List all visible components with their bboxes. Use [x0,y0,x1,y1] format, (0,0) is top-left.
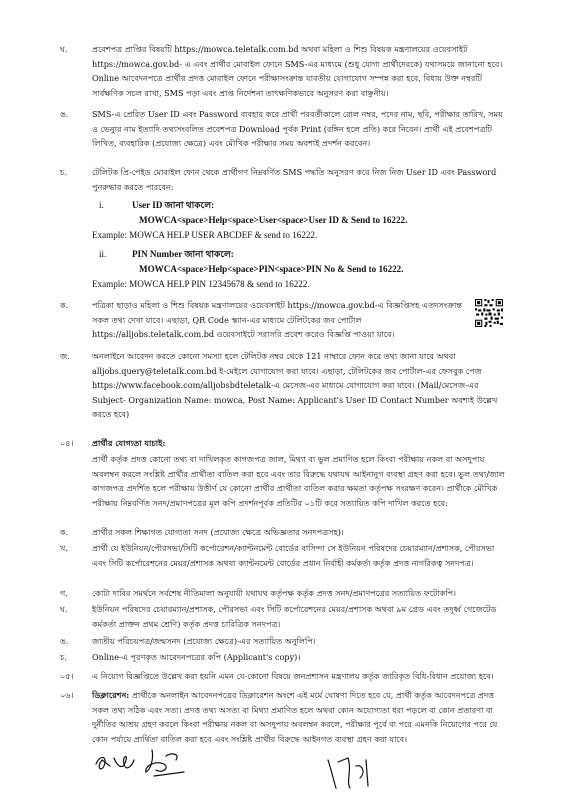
section-05-text: এ নিয়োগ বিজ্ঞপ্তিতে উল্লেখ করা হয়নি এমন যে-কোনো বিষয়ে জনপ্রশাসন মন্ত্রণালয় কর্তৃক জারিকৃত বিধি-বিধান প্রযোজ্য হবে। [92,671,494,681]
s04-item-ga-text: কোটা দাবির সমর্থনে সর্বশেষ নীতিমালা অনুযায়ী যথাযথ কর্তৃপক্ষ কর্তৃক প্রদত্ত সনদ/প্রমাণপত্রের সত্যায়িত ফটোকপি। [92,588,457,598]
section-04-label: ০৪। [60,438,74,448]
cha-i-heading: User ID জানা থাকলে: [132,200,215,210]
section-06-body: প্রার্থীকে অনলাইন আবেদনপত্রের ডিক্লারেশন অংশে এই মর্মে ঘোষণা দিতে হবে যে, প্রার্থী কর্তৃক আবেদনপত্রে প্রদত্ত সকল তথ্য সঠিক এবং সত্য। প্রদত্ত তথ্য অসত্য বা মিথ্যা প্রমাণিত হলে অথবা কোন অযোগ্যতা ধরা পড়লে বা কোন প্রতারণা বা দুর্নীতির আশ্রয় গ্রহণ করলে কিংবা পরীক্ষায় নকল বা অসদুপায় অবলম্বন করলে, পরীক্ষার পূর্বে বা পরে এমনকি নিয়োগের পরে যে কোন পর্যায়ে প্রার্থিতা বাতিল করা হবে এবং সংশ্লিষ্ট প্রার্থীর বিরুদ্ধে আইনগত ব্যবস্থা গ্রহণ করা যাবে। [92,690,498,744]
cha-ii-label: ii. [99,249,107,259]
s04-item-umo-label: ঙ. [60,636,69,646]
cha-i-label: i. [99,200,104,210]
cha-ii-format: MOWCA<space>Help<space>PIN<space>PIN No & Send to 16222. [139,264,404,274]
section-cha-label: চ. [60,167,67,177]
section-umo-label: ঙ. [60,109,69,119]
s04-item-cha-text: Online-এ পূরণকৃত আবেদনপত্রের কপি (Applicant's copy)। [92,652,301,662]
section-04-heading: প্রার্থীর যোগ্যতা যাচাই: [92,438,166,448]
section-gha-text: প্রবেশপত্র প্রাপ্তির বিষয়টি https://mowca.teletalk.com.bd অথবা মহিলা ও শিশু বিষয়ক মন্ত্রণালয়ের ওয়েবসাইট https://mowca.gov.bd- এ এবং প্রার্থীর মোবাইল ফোনে SMS-এর মাধ্যমে (শুধু যোগ্য প্রার্থীদেরকে) যথাসময়ে জানানো হবে। Online আবেদনপত্রে প্রার্থীর প্রদত্ত মোবাইল ফোনে পরীক্ষাসংক্রান্ত যাবতীয় যোগাযোগ সম্পন্ন করা হবে, বিধায় উক্ত নম্বরটি সার্বক্ষণিক সচল রাখা, SMS পড়া এবং প্রাপ্ত নির্দেশনা তাৎক্ষণিকভাবে অনুসরণ করা বাঞ্ছনীয়। [92,44,503,98]
section-cha-text: টেলিটক প্রি-পেইড মোবাইল ফোন থেকে প্রার্থীগণ নিম্নবর্ণিত SMS পদ্ধতি অনুসরণ করে নিজ নিজ User ID এবং Password পুনরুদ্ধার করতে পারবেন: [92,167,497,192]
s04-item-ka-text: প্রার্থীর সকল শিক্ষাগত যোগ্যতা সনদ (প্রযোজ্য ক্ষেত্রে অভিজ্ঞতার সনদপত্রসহ)। [92,527,344,537]
section-04-text: প্রার্থী কর্তৃক প্রদত্ত কোনো তথ্য বা দাখিলকৃত কাগজপত্র জাল, মিথ্যা বা ভুল প্রমাণিত হলে কিংবা পরীক্ষায় নকল বা অসদুপায় অবলম্বন করলে সংশ্লিষ্ট প্রার্থীর প্রার্থীতা বাতিল করা হবে এবং তার বিরুদ্ধে যথাযথ আইনানুগ ব্যবস্থা গ্রহণ করা হবে। ভুল তথ্য/জাল কাগজপত্র প্রদর্শিত হলে পরীক্ষায় উত্তীর্ণ যে কোনো প্রার্থীর প্রার্থীতা বাতিল করার ক্ষমতা কর্তৃপক্ষ সংরক্ষণ করেন। প্রার্থীকে মৌখিক পরীক্ষায় নিম্নবর্ণিত সনদ/প্রমাণপত্রের মূল কপি প্রদর্শনপূর্বক প্রতিটির ০১টি করে সত্যায়িত কপি দাখিল করতে হবে: [92,454,505,508]
cha-i-example: Example: MOWCA HELP USER ABCDEF & send to 16222. [92,230,318,240]
section-gha-label: ঘ. [60,44,68,54]
s04-item-kha-label: খ. [60,543,68,553]
initials-signature [92,742,202,782]
section-05-label: ০৫। [60,671,74,681]
s04-item-ga-label: গ. [60,588,68,598]
s04-item-umo-text: জাতীয় পরিচয়পত্র/জন্মসনদ (প্রযোজ্য ক্ষেত্রে)-এর সত্যায়িত অনুলিপি। [92,636,316,646]
cha-ii-example: Example: MOWCA HELP PIN 12345678 & send to 16222. [92,279,310,289]
s04-item-kha-text: প্রার্থী যে ইউনিয়ন/পৌরসভা/সিটি কর্পোরেশন/ক্যান্টনমেন্ট বোর্ডের বাসিন্দা সে ইউনিয়ন পরিষদের চেয়ারম্যান/প্রশাসক, পৌরসভা এবং সিটি কর্পোরেশনের মেয়র/প্রশাসক অথবা ক্যান্টনমেন্ট বোর্ডের প্রধান নির্বাহী কর্মকর্তা কর্তৃক প্রদত্ত নাগরিকত্ব সনদপত্র। [92,543,495,568]
s04-item-gha-text: ইউনিয়ন পরিষদের চেয়ারম্যান/প্রশাসক, পৌরসভা এবং সিটি কর্পোরেশনের মেয়র/প্রশাসক অথবা ৯ম গ্রেড এবং তদূর্ধ্ব গেজেটেড কর্মকর্তা প্রাক্তন প্রথম শ্রেণি) কর্তৃক প্রদত্ত চারিত্রিক সনদপত্র। [92,604,497,629]
section-06-text [92,688,508,746]
cha-ii-heading: PIN Number জানা থাকলে: [132,249,234,259]
section-06-heading: ডিক্লারেশন: [92,690,130,700]
section-ja-text: অনলাইনে আবেদন করতে কোনো সমস্যা হলে টেলিটক নম্বর থেকে 121 নাম্বারে ফোন করে তথ্য জানা যাবে অথবা alljobs.query@teletalk.com.bd ই-মেইলে যোগাযোগ করা যাবে। এছাড়া, টেলিটকের জব পোর্টাল-এর ফেসবুক পেজ https://www.facebook.com/alljobsbdteletalk-এ মেসেজ-এর মাধ্যমে যোগাযোগ করা যাবে। (Mail/মেসেজ-এর Subject- Organization Name: mowca, Post Name: Applicant's User ID Contact Number অবশ্যই উল্লেখ করতে হবে) [92,351,498,420]
qr-code-icon [474,298,504,328]
s04-item-ka-label: ক. [60,527,69,537]
section-ka-text: পত্রিকা ছাড়াও মহিলা ও শিশু বিষয়ক মন্ত্রণালয়ের ওয়েবসাইট https://mowca.gov.bd-এ বিজ্ঞপ্তিসহ এতদসংক্রান্ত সকল তথ্য দেখা যাবে। এছাড়া, QR Code স্ক্যান-এর মাধ্যমে টেলিটকের জব পোর্টাল https://alljobs.teletalk.com.bd ওয়েবসাইটে সরাসরি প্রবেশ করেও বিজ্ঞপ্তি পাওয়া যাবে। [92,300,462,340]
cha-i-format: MOWCA<space>Help<space>User<space>User ID & Send to 16222. [139,215,408,225]
section-umo-text: SMS-এ প্রেরিত User ID এবং Password ব্যবহার করে প্রার্থী পরবর্তীকালে রোল নম্বর, পদের নাম, ছবি, পরীক্ষার তারিখ, সময় ও ভেন্যুর নাম ইত্যাদি তথ্যসংবলিত প্রবেশপত্র Download পূর্বক Print (রঙ্গিন হলে প্রতি) করে নিবেন। প্রার্থী এই প্রবেশপত্রটি লিখিত, ব্যবহারিক (প্রযোজ্য ক্ষেত্রে) এবং মৌখিক পরীক্ষার সময় অবশ্যই প্রদর্শন করবেন। [92,109,503,149]
section-ka-label: ক. [60,300,69,310]
s04-item-cha-label: চ. [60,652,67,662]
section-ja-label: জ. [60,351,70,361]
official-signature [322,752,382,792]
s04-item-gha-label: ঘ. [60,604,68,614]
section-06-label: ০৬। [60,690,74,700]
